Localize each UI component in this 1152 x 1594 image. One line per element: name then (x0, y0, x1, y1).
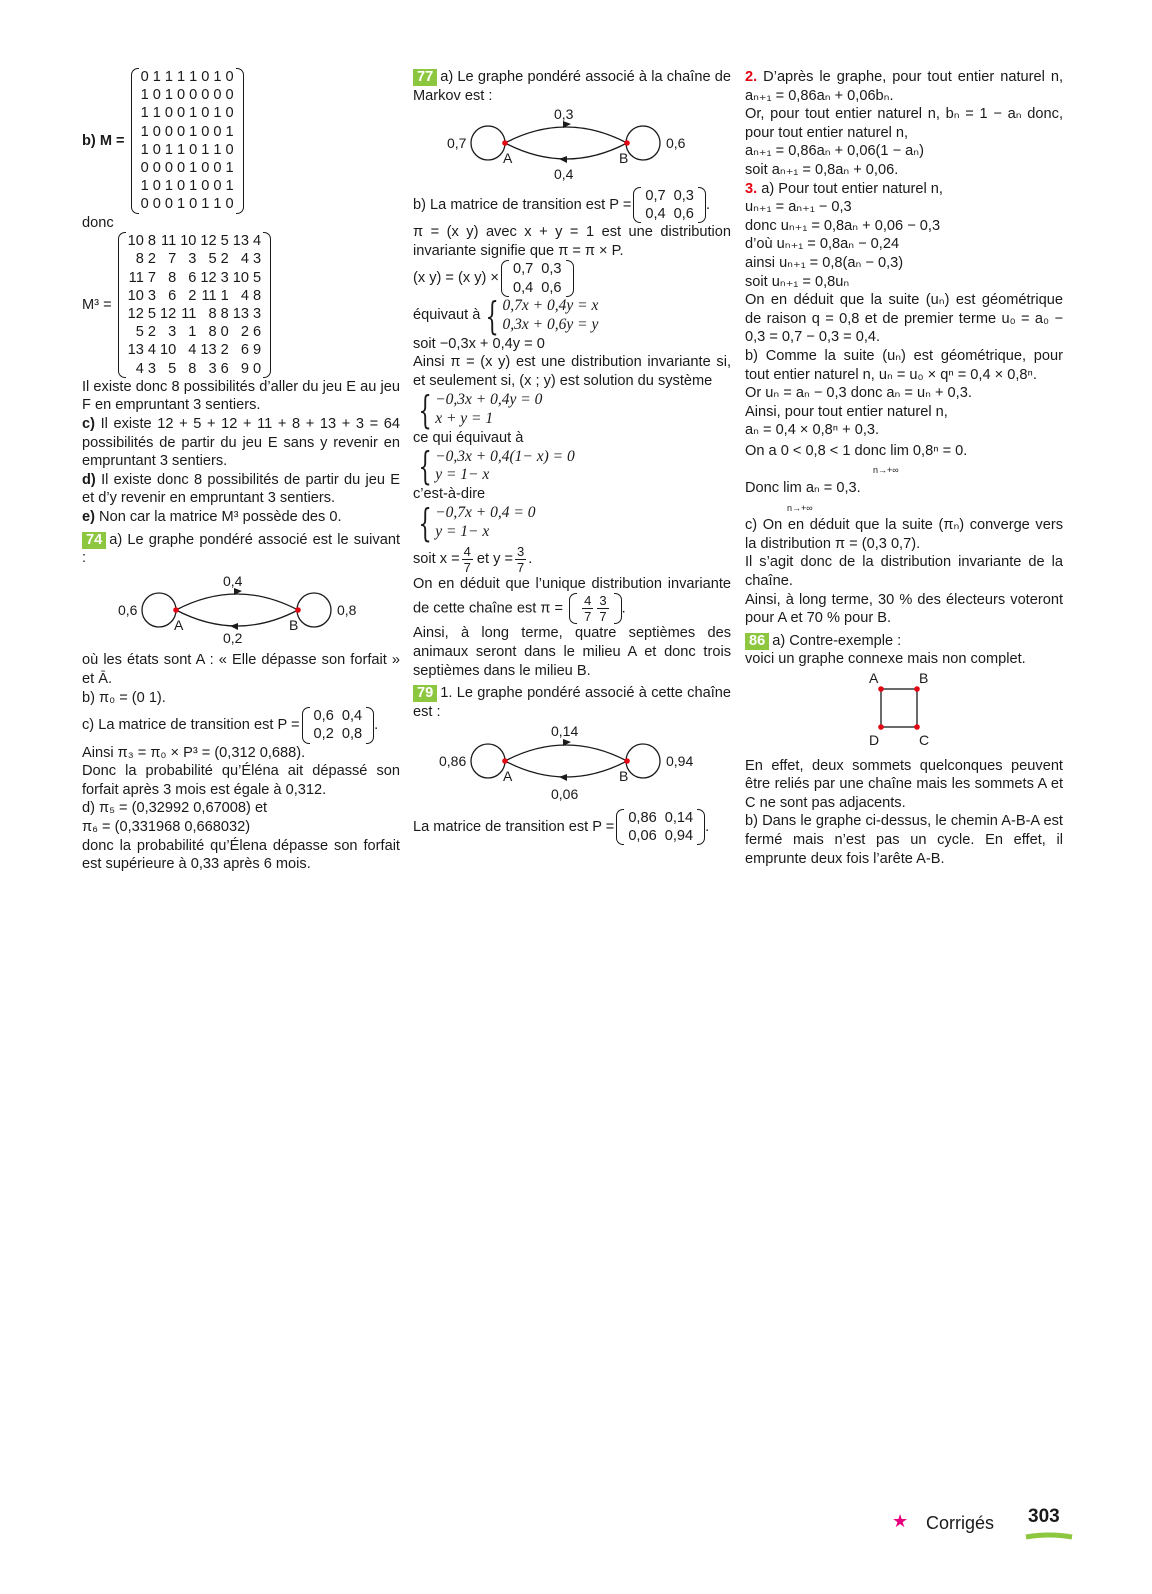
matrix-cell: 1 (176, 196, 186, 213)
matrix-P77-repeat (501, 260, 574, 296)
exercise-badge-77: 77 (413, 69, 437, 86)
text-p11: On en déduit que l’unique distribution invariante de cette chaîne est π = $\frac{4}{7}$ $\frac{3}{7}$ . (413, 575, 731, 625)
svg-text:A: A (503, 768, 513, 785)
matrix-cell: 0 (140, 160, 149, 177)
matrix-cell: 1 (189, 105, 198, 122)
text-p5: 3. a) Pour tout entier naturel n, (745, 180, 943, 197)
loop-A (142, 593, 176, 627)
page-number-underline (1024, 1532, 1074, 1542)
matrix-cell: 2 (240, 324, 250, 341)
matrix-cell: 1 (213, 69, 222, 85)
matrix-cell: 11 (128, 269, 144, 286)
matrix-cell: 1 (225, 160, 234, 177)
matrix-cell: 0,6 (673, 205, 694, 222)
matrix-cell: 0 (164, 196, 173, 213)
matrix-cell: 0,4 (512, 279, 534, 296)
matrix-cell: 1 (201, 196, 210, 213)
matrix-cell: 1 (140, 178, 149, 195)
matrix-cell: 0,4 (341, 708, 363, 725)
matrix-cell: 0,4 (645, 205, 666, 222)
matrix-P79 (616, 809, 705, 845)
matrix-cell: 1 (176, 141, 186, 158)
matrix-cell: 2 (220, 342, 229, 359)
matrix-cell: 1 (164, 87, 173, 104)
weight-loopB: 0,8 (337, 601, 357, 618)
matrix-cell: 5 (147, 306, 156, 323)
matrix-cell: 4 (188, 342, 197, 359)
weight-loopB: 0,6 (666, 135, 686, 152)
matrix-cell: 0,2 (313, 726, 334, 743)
matrix-cell: 11 (201, 287, 217, 304)
matrix-cell: 1 (213, 105, 222, 122)
matrix-cell: 1 (189, 69, 198, 85)
exercise-badge-86: 86 (745, 633, 769, 650)
matrix-cell: 13 (200, 342, 217, 359)
text-p6: soit −0,3x + 0,4y = 0 (413, 335, 545, 352)
vertex-C: C (919, 732, 930, 748)
matrix-cell: 0 (225, 141, 234, 158)
text-p22: voici un graphe connexe mais non complet. (745, 651, 1026, 668)
node-A (173, 607, 179, 613)
text-p1: Il existe donc 8 possibilités d’aller du jeu E au jeu F en empruntant 3 sentiers. (82, 378, 400, 414)
system-4: { −0,7x + 0,4 = 0 y = 1− x (418, 500, 536, 545)
matrix-cell: 1 (225, 123, 234, 140)
matrix-cell: 1 (189, 123, 198, 140)
matrix-cell: 0 (176, 105, 186, 122)
text-p17: Donc lim aₙ = 0,3. n→+∞ (745, 480, 861, 513)
matrix-cell: 0,7 (645, 187, 666, 204)
matrix-cell: 5 (135, 324, 144, 341)
matrix-cell: 3 (208, 360, 217, 377)
text-p2: c) Il existe 12 + 5 + 12 + 11 + 8 + 13 + 3 = 64 possibilités de partir du jeu E sans y revenir en empruntant 3 sentiers. (82, 416, 400, 470)
matrix-cell: 1 (140, 105, 149, 122)
star-icon: ★ (892, 1511, 909, 1531)
text-p6: uₙ₊₁ = aₙ₊₁ − 0,3 (745, 199, 852, 216)
matrix-cell: 6 (253, 324, 262, 341)
text-p24: b) Dans le graphe ci-dessus, le chemin A-B-A est fermé mais n’est pas un cycle. En effet, il emprunte deux fois l’arête A-B. (745, 813, 1063, 867)
matrix-cell: 0 (201, 123, 210, 140)
matrix-cell: 1 (188, 324, 197, 341)
matrix-cell: 1 (164, 141, 173, 158)
matrix-P79-block: La matrice de transition est P = 0,86 0,14 0,06 0,94 . (413, 809, 710, 845)
exercise-77-intro: 77 a) Le graphe pondéré associé à la chaîne de Markov est : (413, 69, 731, 104)
matrix-cell: 0 (225, 69, 234, 85)
matrix-cell: 5 (208, 251, 217, 268)
matrix-cell: 3 (147, 287, 156, 304)
system-3: { −0,3x + 0,4(1− x) = 0 y = 1− x (418, 444, 575, 489)
matrix-cell: 1 (140, 123, 149, 140)
matrix-cell: 0 (152, 160, 161, 177)
matrix-cell: 1 (164, 178, 173, 195)
weight-loopA: 0,6 (118, 601, 138, 618)
matrix-cell: 4 (240, 251, 250, 268)
text-p11: On en déduit que la suite (uₙ) est géométrique de raison q = 0,8 et de premier terme u₀ = a₀ − 0,3 = 0,7 − 0,3 = 0,4. (745, 292, 1063, 346)
text-p1: 2. D’après le graphe, pour tout entier naturel n, aₙ₊₁ = 0,86aₙ + 0,06bₙ. (745, 69, 1063, 104)
exercise-badge-74: 74 (82, 532, 106, 549)
matrix-cell: 0,06 (628, 828, 657, 845)
square-edges (881, 689, 917, 727)
page-number: 303 (1028, 1506, 1060, 1527)
text-p12: π₆ = (0,331968 0,668032) (82, 818, 251, 835)
text-p12: b) Comme la suite (uₙ) est géométrique, pour tout entier naturel n, uₙ = u₀ × qⁿ = 0,4 × 0,8ⁿ. (745, 347, 1063, 383)
text-p6: où les états sont A : « Elle dépasse son forfait » et Ā. (82, 652, 400, 687)
matrix-cell: 0,14 (664, 809, 694, 826)
matrix-cell: 0 (213, 160, 222, 177)
donc-text: donc (82, 214, 114, 231)
system-2: { −0,3x + 0,4y = 0 x + y = 1 (418, 387, 543, 432)
matrix-cell: 8 (208, 324, 217, 341)
matrix-cell: 0 (201, 160, 210, 177)
matrix-cell: 10 (180, 233, 197, 250)
matrix-cell: 0 (164, 105, 173, 122)
svg-text:B: B (619, 150, 629, 167)
matrix-cell: 8 (208, 306, 217, 323)
matrix-cell: 6 (188, 269, 197, 286)
matrix-cell: 1 (152, 69, 161, 85)
matrix-cell: 3 (253, 306, 262, 323)
matrix-cell: 9 (253, 342, 262, 359)
text-p3: π = (x y) avec x + y = 1 est une distribution invariante signifie que π = π × P. (413, 224, 731, 259)
system-1: équivaut à { 0,7x + 0,4y = x 0,3x + 0,6y = y (413, 293, 599, 338)
matrix-cell: 0 (213, 178, 222, 195)
matrix-cell: 0 (213, 123, 222, 140)
matrix-cell: 13 (127, 342, 144, 359)
matrix-cell: 3 (188, 251, 197, 268)
matrix-cell: 1 (213, 196, 222, 213)
matrix-cell: 1 (164, 69, 173, 85)
matrix-cell: 0 (176, 123, 186, 140)
matrix-cell: 0 (140, 196, 149, 213)
matrix-cell: 8 (147, 233, 156, 250)
node-B (295, 607, 301, 613)
text-p9: ainsi uₙ₊₁ = 0,8(aₙ − 0,3) (745, 254, 904, 271)
text-p15: aₙ = 0,4 × 0,8ⁿ + 0,3. (745, 422, 880, 439)
matrix-cell: 0,6 (541, 279, 562, 296)
matrix-cell: 10 (232, 269, 250, 286)
matrix-M (131, 68, 244, 214)
matrix-cell: 0 (164, 160, 173, 177)
exercise-79-intro: 79 1. Le graphe pondéré associé à cette chaîne est : (413, 685, 731, 720)
page-footer (890, 1508, 1090, 1548)
matrix-cell: 10 (127, 287, 144, 304)
matrix-cell: 1 (189, 160, 198, 177)
matrix-cell: 12 (159, 306, 177, 323)
graph-79 (413, 721, 731, 801)
matrix-cell: 8 (168, 269, 177, 286)
text-p16: On a 0 < 0,8 < 1 donc lim 0,8ⁿ = 0. n→+∞ (745, 442, 968, 476)
matrix-cell: 7 (147, 269, 156, 286)
matrix-cell: 0 (176, 178, 186, 195)
graph-74 (82, 568, 400, 646)
matrix-cell: 0,86 (628, 809, 657, 826)
text-p20: Ainsi, à long terme, 30 % des électeurs voteront pour A et 70 % pour B. (745, 591, 1063, 627)
matrix-cell: 1 (189, 178, 198, 195)
svg-text:0,94: 0,94 (666, 753, 694, 770)
svg-text:0,86: 0,86 (439, 753, 467, 770)
weight-top: 0,4 (223, 572, 243, 589)
weight-bottom: 0,2 (223, 629, 243, 646)
matrix-cell: 2 (220, 251, 229, 268)
matrix-cell: 2 (188, 287, 197, 304)
equation-block: (x y) = (x y) × 0,7 0,3 0,4 0,6 (413, 260, 731, 296)
exercise-74-intro: 74 a) Le graphe pondéré associé est le suivant : (82, 531, 400, 567)
matrix-cell: 1 (220, 287, 229, 304)
matrix-cell: 5 (220, 233, 229, 250)
text-p12: Ainsi, à long terme, quatre septièmes des animaux seront dans le milieu A et donc trois septièmes dans le milieu B. (413, 625, 731, 679)
vertex-B: B (919, 670, 929, 686)
matrix-cell: 8 (135, 251, 144, 268)
matrix-cell: 3 (147, 360, 156, 377)
column-3 (745, 68, 1063, 868)
matrix-M-label: b) M = (82, 132, 125, 149)
matrix-cell: 0 (164, 123, 173, 140)
matrix-cell: 0 (201, 69, 210, 85)
matrix-cell: 0,7 (512, 261, 534, 278)
loop-B (297, 593, 331, 627)
matrix-P77 (633, 187, 706, 223)
matrix-P74 (302, 707, 375, 743)
matrix-cell: 5 (168, 360, 177, 377)
matrix-cell: 0 (220, 324, 229, 341)
matrix-cell: 0 (152, 87, 161, 104)
arc-top (176, 594, 298, 610)
matrix-cell: 7 (168, 251, 177, 268)
column-2 (413, 68, 731, 845)
matrix-cell: 0,6 (313, 708, 334, 725)
matrix-cell: 0,8 (341, 726, 363, 743)
matrix-cell: 0 (152, 196, 161, 213)
svg-text:B: B (619, 768, 629, 785)
matrix-P77-block: b) La matrice de transition est P = 0,7 0,3 0,4 0,6 . (413, 187, 710, 222)
matrix-cell: 4 (240, 287, 250, 304)
matrix-cell: 8 (220, 306, 229, 323)
matrix-cell: 0 (140, 69, 149, 85)
matrix-cell: 0,94 (664, 828, 694, 845)
text-p19: Il s’agit donc de la distribution invariante de la chaîne. (745, 554, 1063, 590)
graph-77 (413, 105, 731, 181)
matrix-cell: 5 (253, 269, 262, 286)
text-p8: d’où uₙ₊₁ = 0,8aₙ − 0,24 (745, 236, 900, 253)
matrix-cell: 0 (152, 141, 161, 158)
matrix-cell: 12 (127, 306, 144, 323)
matrix-cell: 0 (225, 196, 234, 213)
matrix-cell: 3 (168, 324, 177, 341)
matrix-cell: 6 (240, 342, 250, 359)
matrix-M3-label: M³ = (82, 296, 112, 313)
text-p3: d) Il existe donc 8 possibilités de partir du jeu E et d’y revenir en empruntant 3 sentiers. (82, 471, 400, 507)
matrix-cell: 0,3 (541, 261, 562, 278)
matrix-cell: 0 (189, 87, 198, 104)
text-p11: d) π₅ = (0,32992 0,67008) et (82, 800, 268, 817)
vertex-D: D (869, 732, 880, 748)
matrix-cell: 0 (253, 360, 262, 377)
matrix-cell: 0 (225, 105, 234, 122)
matrix-cell: 9 (240, 360, 250, 377)
matrix-cell: 2 (147, 251, 156, 268)
text-p9: Ainsi π₃ = π₀ × P³ = (0,312 0,688). (82, 744, 306, 761)
matrix-cell: 6 (220, 360, 229, 377)
matrix-cell: 0 (189, 141, 198, 158)
matrix-cell: 0 (176, 160, 186, 177)
matrix-cell: 0 (201, 178, 210, 195)
matrix-cell: 3 (253, 251, 262, 268)
square-graph (745, 669, 1063, 751)
text-p23: En effet, deux sommets quelconques peuvent être reliés par une chaîne mais les sommets A et C ne sont pas adjacents. (745, 757, 1063, 811)
text-p10: Donc la probabilité qu’Éléna ait dépassé son forfait après 3 mois est égale à 0,312. (82, 763, 400, 798)
matrix-cell: 0 (189, 196, 198, 213)
text-p13: donc la probabilité qu’Élena dépasse son forfait est supérieure à 0,33 après 6 mois. (82, 837, 400, 873)
matrix-cell: 6 (168, 287, 177, 304)
matrix-cell: 12 (200, 269, 217, 286)
solution-line: soit x = $\frac{4}{7}$ et y = $\frac{3}{7}$ . (413, 543, 533, 575)
svg-text:A: A (503, 150, 513, 167)
matrix-cell: 10 (159, 342, 177, 359)
matrix-cell: 8 (253, 287, 262, 304)
matrix-M3-block (82, 232, 400, 378)
weight-top: 0,3 (554, 106, 574, 123)
matrix-cell: 3 (220, 269, 229, 286)
matrix-cell: 0,3 (673, 187, 694, 204)
matrix-cell: 1 (225, 178, 234, 195)
weight-loopA: 0,7 (447, 135, 467, 152)
matrix-cell: 0 (225, 87, 234, 104)
matrix-cell: 1 (152, 105, 161, 122)
matrix-cell: 0 (176, 87, 186, 104)
matrix-cell: 0 (201, 87, 210, 104)
matrix-cell: 1 (140, 87, 149, 104)
matrix-cell: 1 (201, 141, 210, 158)
matrix-cell: 1 (213, 141, 222, 158)
matrix-cell: 8 (188, 360, 197, 377)
column-1 (82, 68, 400, 874)
matrix-cell: 0 (213, 87, 222, 104)
svg-text:0,06: 0,06 (551, 786, 579, 802)
matrix-cell: 11 (161, 233, 177, 250)
exercise-86-intro: 86 a) Contre-exemple : (745, 632, 1063, 651)
matrix-cell: 10 (127, 233, 144, 250)
matrix-cell: 1 (176, 69, 186, 85)
matrix-cell: 0 (201, 105, 210, 122)
matrix-M3 (118, 232, 272, 378)
matrix-P74-block: c) La matrice de transition est P = 0,6 0,4 0,2 0,8 . (82, 708, 379, 743)
matrix-cell: 4 (147, 342, 156, 359)
matrix-cell: 4 (135, 360, 144, 377)
vertex-A: A (869, 670, 879, 686)
matrix-M-block (82, 68, 400, 214)
matrix-cell: 11 (181, 306, 197, 323)
text-p4: e) Non car la matrice M³ possède des 0. (82, 509, 342, 525)
text-p4: soit aₙ₊₁ = 0,8aₙ + 0,06. (745, 161, 899, 178)
footer-label: Corrigés (926, 1513, 995, 1533)
text-p2: Or, pour tout entier naturel n, bₙ = 1 − aₙ donc, pour tout entier naturel n, (745, 106, 1063, 141)
text-p3: aₙ₊₁ = 0,86aₙ + 0,06(1 − aₙ) (745, 143, 924, 160)
text-p9: c’est-à-dire (413, 486, 486, 503)
text-p14: Ainsi, pour tout entier naturel n, (745, 403, 948, 420)
text-p10: soit uₙ₊₁ = 0,8uₙ (745, 273, 850, 290)
matrix-cell: 12 (200, 233, 217, 250)
label-A: A (174, 616, 184, 633)
text-p13: Or uₙ = aₙ − 0,3 donc aₙ = uₙ + 0,3. (745, 385, 972, 402)
matrix-cell: 1 (140, 141, 149, 158)
text-p8: ce qui équivaut à (413, 429, 524, 446)
text-p8: c) La matrice de transition est P = (82, 717, 300, 734)
weight-bottom: 0,4 (554, 166, 574, 182)
matrix-cell: 2 (147, 324, 156, 341)
text-p7: b) π₀ = (0 1). (82, 689, 166, 706)
exercise-badge-79: 79 (413, 685, 437, 702)
matrix-cell: 4 (253, 233, 262, 250)
matrix-cell: 13 (232, 306, 250, 323)
matrix-cell: 0 (152, 178, 161, 195)
svg-text:0,14: 0,14 (551, 723, 579, 740)
matrix-cell: 13 (232, 233, 250, 250)
text-p7: Ainsi π = (x y) est une distribution invariante si, et seulement si, (x ; y) est solution du système (413, 354, 731, 389)
label-B: B (289, 616, 299, 633)
text-p7: donc uₙ₊₁ = 0,8aₙ + 0,06 − 0,3 (745, 217, 941, 234)
text-p18: c) On en déduit que la suite (πₙ) converge vers la distribution π = (0,3 0,7). (745, 517, 1063, 552)
matrix-cell: 0 (152, 123, 161, 140)
